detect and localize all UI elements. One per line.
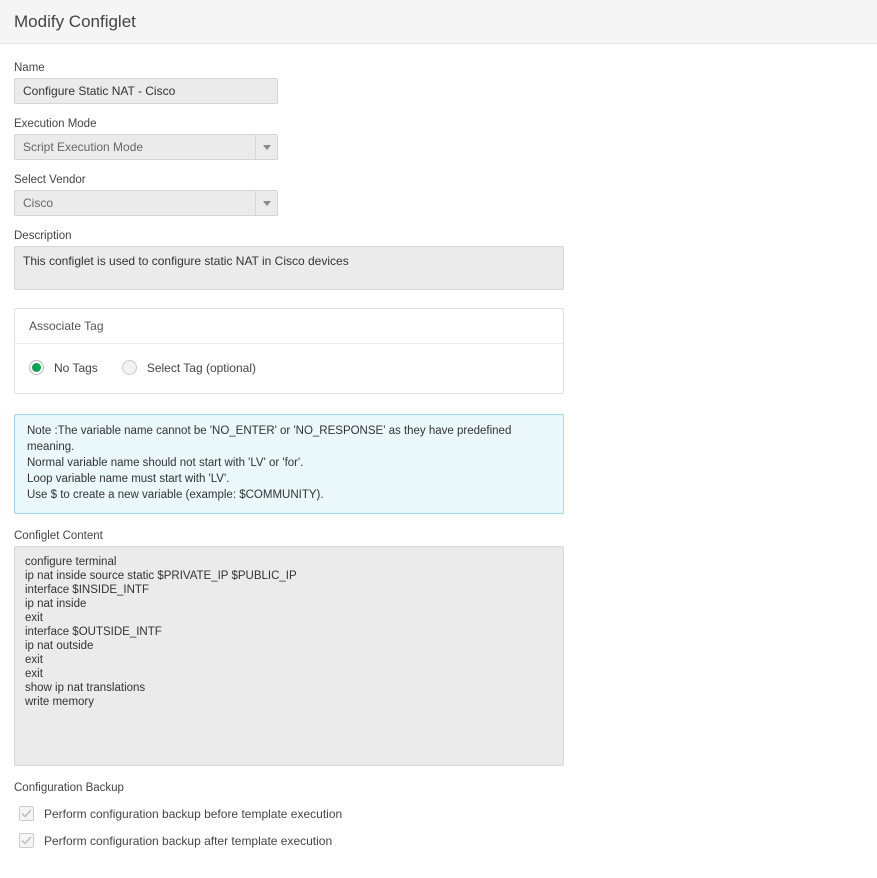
code-line: ip nat inside source static $PRIVATE_IP $PUBLIC_IP	[25, 570, 297, 582]
form-content	[0, 44, 877, 848]
backup-before-label: Perform configuration backup before template execution	[44, 806, 343, 821]
code-line: ip nat inside	[25, 598, 87, 610]
page-title: Modify Configlet	[14, 11, 136, 31]
code-line: write memory	[25, 696, 95, 708]
code-line: interface $INSIDE_INTF	[25, 584, 149, 596]
code-line: exit	[25, 668, 43, 680]
backup-after-label: Perform configuration backup after template execution	[44, 833, 333, 848]
name-input[interactable]: Configure Static NAT - Cisco	[14, 78, 278, 104]
code-line: interface $OUTSIDE_INTF	[25, 626, 162, 638]
associate-tag-options	[15, 344, 563, 393]
radio-no-tags-label: No Tags	[54, 360, 98, 375]
configuration-backup-label: Configuration Backup	[14, 782, 124, 794]
radio-select-tag[interactable]	[122, 360, 137, 375]
checkbox-checked-icon[interactable]	[19, 806, 34, 821]
note-line-4: Use $ to create a new variable (example: $COMMUNITY).	[27, 489, 324, 501]
code-line: ip nat outside	[25, 640, 94, 652]
chevron-down-icon[interactable]	[255, 191, 277, 215]
backup-before-row[interactable]	[19, 806, 863, 821]
name-label: Name	[14, 62, 45, 74]
note-line-1: Note :The variable name cannot be 'NO_ENTER' or 'NO_RESPONSE' as they have predefined meaning.	[27, 425, 512, 453]
checkbox-checked-icon[interactable]	[19, 833, 34, 848]
code-line: exit	[25, 612, 43, 624]
note-line-2: Normal variable name should not start with 'LV' or 'for'.	[27, 457, 304, 469]
description-input[interactable]: This configlet is used to configure static NAT in Cisco devices	[14, 246, 564, 290]
page-header	[0, 0, 877, 44]
execution-mode-value: Script Execution Mode	[23, 140, 144, 154]
execution-mode-label: Execution Mode	[14, 118, 97, 130]
execution-mode-select[interactable]	[14, 134, 278, 160]
radio-no-tags[interactable]	[29, 360, 44, 375]
associate-tag-title: Associate Tag	[15, 309, 563, 344]
backup-after-row[interactable]	[19, 833, 863, 848]
configlet-content-label: Configlet Content	[14, 530, 103, 542]
code-line: configure terminal	[25, 556, 117, 568]
description-label: Description	[14, 230, 72, 242]
vendor-value: Cisco	[23, 196, 54, 210]
code-line: exit	[25, 654, 43, 666]
associate-tag-section	[14, 308, 564, 394]
radio-select-tag-label: Select Tag (optional)	[146, 360, 256, 375]
vendor-select[interactable]	[14, 190, 278, 216]
configlet-content-textarea[interactable]	[14, 546, 564, 766]
vendor-label: Select Vendor	[14, 174, 86, 186]
note-line-3: Loop variable name must start with 'LV'.	[27, 473, 230, 485]
code-line: show ip nat translations	[25, 682, 146, 694]
variable-note-box	[14, 414, 564, 514]
chevron-down-icon[interactable]	[255, 135, 277, 159]
